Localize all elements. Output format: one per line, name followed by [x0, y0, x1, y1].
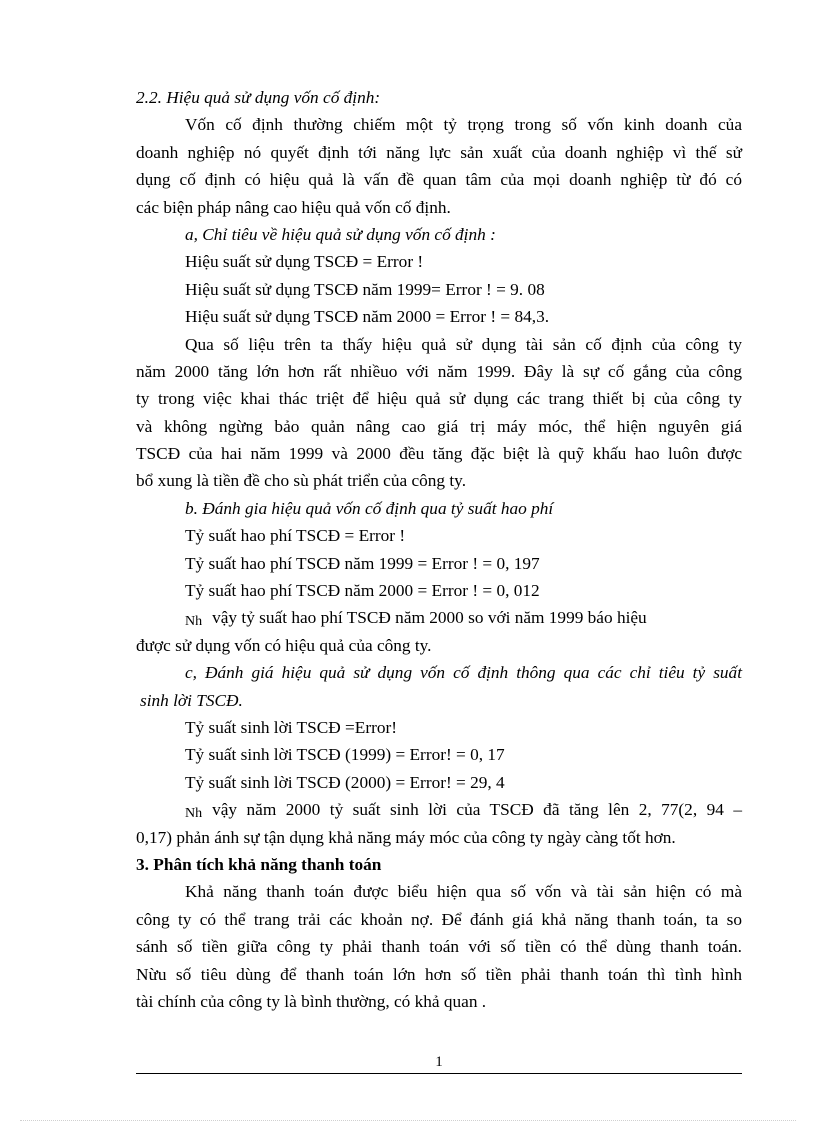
- formula-line: Tỷ suất hao phí TSCĐ năm 1999 = Error ! = 0, 197: [185, 553, 540, 573]
- text-line: dụng cố định có hiệu quả là vấn đề quan tâm của mọi doanh nghiệp từ đó có: [136, 170, 742, 190]
- formula-line: Hiệu suất sử dụng TSCĐ năm 2000 = Error ! = 84,3.: [185, 307, 550, 327]
- formula-line: Tỷ suất hao phí TSCĐ năm 2000 = Error ! = 0, 012: [185, 581, 540, 601]
- analysis-paragraph: [136, 331, 742, 495]
- text-line: ty trong việc khai thác triệt để hiệu quả sử dụng các trang thiết bị của công ty: [136, 389, 742, 409]
- subsection-b-heading: b. Đánh gia hiệu quả vốn cố định qua tỷ suất hao phí: [185, 498, 554, 518]
- section-2-2-heading: 2.2. Hiệu quả sử dụng vốn cố định:: [136, 88, 381, 107]
- text-line: TSCĐ của hai năm 1999 và 2000 đều tăng đặc biệt là quỹ khấu hao luôn được: [136, 444, 742, 464]
- subsection-a-heading: a, Chỉ tiêu về hiệu quả sử dụng vốn cố định :: [185, 224, 496, 244]
- formula-line: Tỷ suất sinh lời TSCĐ (1999) = Error! = 0, 17: [185, 745, 505, 765]
- text-line: sánh số tiền giữa công ty phải thanh toán với số tiền có thể dùng thanh toán.: [136, 937, 742, 957]
- text-line: các biện pháp nâng cao hiệu quả vốn cố định.: [136, 197, 451, 217]
- text-line: doanh nghiệp nó quyết định tới năng lực sản xuất của doanh nghiệp vì thế sử: [136, 142, 742, 162]
- subsection-c-heading-cont: sinh lời TSCĐ.: [140, 690, 243, 710]
- text-line: tài chính của công ty là bình thường, có khả quan .: [136, 991, 487, 1011]
- subsection-c-heading: c, Đánh giá hiệu quả sử dụng vốn cố định thông qua các chỉ tiêu tỷ suất: [185, 663, 742, 683]
- text-line: công ty có thể trang trải các khoản nợ. Để đánh giá khả năng thanh toán, ta so: [136, 909, 742, 929]
- formula-line: Hiệu suất sử dụng TSCĐ = Error !: [185, 252, 424, 272]
- formula-line: Hiệu suất sử dụng TSCĐ năm 1999= Error ! = 9. 08: [185, 279, 545, 299]
- text-line: được sử dụng vốn có hiệu quả của công ty.: [136, 635, 432, 655]
- text-line: bổ xung là tiền đề cho sù phát triển của công ty.: [136, 471, 467, 491]
- text-line: Khả năng thanh toán được biểu hiện qua số vốn và tài sản hiện có mà: [185, 882, 742, 902]
- nh-fragment: Nh: [185, 806, 203, 822]
- text-line: Qua số liệu trên ta thấy hiệu quả sử dụng tài sản cố định của công ty: [185, 334, 742, 354]
- nh-fragment: Nh: [185, 614, 203, 630]
- intro-paragraph: [136, 111, 742, 221]
- conclusion-line: [136, 796, 742, 823]
- conclusion-text: vậy tỷ suất hao phí TSCĐ năm 2000 so với năm 1999 báo hiệu: [212, 608, 647, 628]
- text-line: Vốn cố định thường chiếm một tỷ trọng trong số vốn kinh doanh của: [185, 115, 742, 135]
- page-edge-divider: [20, 1120, 796, 1121]
- formula-line: Tỷ suất hao phí TSCĐ = Error !: [185, 526, 406, 546]
- section-3-heading: 3. Phân tích khả năng thanh toán: [136, 854, 382, 874]
- text-line: 0,17) phản ánh sự tận dụng khả năng máy móc của công ty ngày càng tốt hơn.: [136, 827, 676, 847]
- text-line: và không ngừng bảo quản nâng cao giá trị máy móc, thể hiện nguyên giá: [136, 416, 742, 436]
- page-number: 1: [435, 1054, 443, 1070]
- formula-line: Tỷ suất sinh lời TSCĐ (2000) = Error! = 29, 4: [185, 772, 505, 792]
- footer-divider: [136, 1073, 742, 1074]
- conclusion-line: [136, 604, 742, 631]
- formula-line: Tỷ suất sinh lời TSCĐ =Error!: [185, 717, 398, 737]
- section-3-paragraph: [136, 878, 742, 1015]
- page-body: [136, 84, 742, 1015]
- conclusion-text: vậy năm 2000 tỷ suất sinh lời của TSCĐ đã tăng lên 2, 77(2, 94 –: [212, 800, 742, 820]
- text-line: Nừu số tiêu dùng để thanh toán lớn hơn số tiền phải thanh toán thì tình hình: [136, 964, 742, 984]
- text-line: năm 2000 tăng lớn hơn rất nhiềuo với năm 1999. Đây là sự cố gắng của công: [136, 361, 742, 381]
